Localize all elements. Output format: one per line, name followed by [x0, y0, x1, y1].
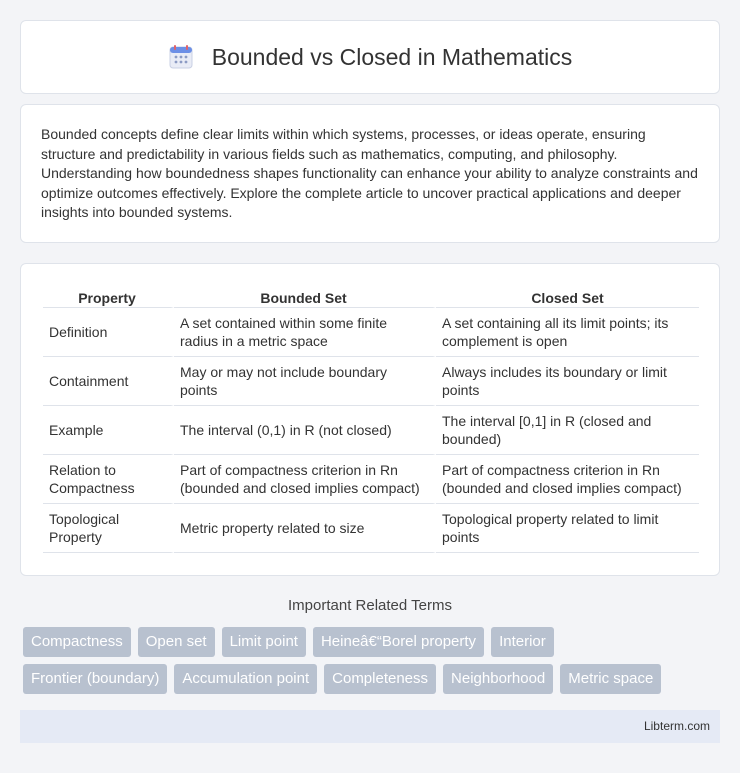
row-bounded: A set contained within some finite radius in a metric space [174, 308, 436, 357]
row-closed: Topological property related to limit points [436, 504, 699, 553]
comparison-table [43, 286, 699, 553]
row-property: Topological Property [43, 504, 174, 553]
table-header-row [43, 286, 699, 308]
footer [20, 710, 720, 743]
footer-site-link[interactable]: Libterm.com [643, 719, 710, 733]
title-wrap [168, 44, 573, 71]
tag-compactness[interactable]: Compactness [23, 627, 131, 657]
row-property: Relation to Compactness [43, 455, 174, 504]
related-terms-title: Important Related Terms [288, 597, 452, 614]
calendar-icon [168, 44, 194, 70]
header-closed-set: Closed Set [436, 286, 699, 308]
row-property: Containment [43, 357, 174, 406]
row-property: Definition [43, 308, 174, 357]
tag-frontier-boundary[interactable]: Frontier (boundary) [23, 664, 167, 694]
table-row [43, 406, 699, 455]
comparison-table-card [20, 263, 720, 576]
row-bounded: May or may not include boundary points [174, 357, 436, 406]
tag-row-1 [23, 627, 723, 657]
row-closed: Always includes its boundary or limit points [436, 357, 699, 406]
table-row [43, 357, 699, 406]
tag-row-2 [23, 664, 723, 694]
tag-neighborhood[interactable]: Neighborhood [443, 664, 553, 694]
tag-interior[interactable]: Interior [491, 627, 554, 657]
page-title: Bounded vs Closed in Mathematics [211, 43, 573, 70]
row-bounded: Part of compactness criterion in Rn (bounded and closed implies compact) [174, 455, 436, 504]
row-property: Example [43, 406, 174, 455]
header-bounded-set: Bounded Set [174, 286, 436, 308]
row-bounded: The interval (0,1) in R (not closed) [174, 406, 436, 455]
table-row [43, 308, 699, 357]
tag-metric-space[interactable]: Metric space [560, 664, 661, 694]
row-closed: A set containing all its limit points; its complement is open [436, 308, 699, 357]
intro-card [20, 104, 720, 243]
tag-limit-point[interactable]: Limit point [222, 627, 306, 657]
tag-open-set[interactable]: Open set [138, 627, 215, 657]
row-closed: The interval [0,1] in R (closed and bounded) [436, 406, 699, 455]
row-bounded: Metric property related to size [174, 504, 436, 553]
tag-accumulation-point[interactable]: Accumulation point [174, 664, 317, 694]
header-card [20, 20, 720, 94]
table-row [43, 504, 699, 553]
related-terms-tags [23, 627, 723, 701]
tag-completeness[interactable]: Completeness [324, 664, 436, 694]
intro-text: Bounded concepts define clear limits within which systems, processes, or ideas operate, ensuring structure and predictability in various fields such as mathematics, computing, and philosophy. Understanding how boundedness shapes functionality can enhance your ability to analyze constraints and optimize outcomes effectively. Explore the complete article to uncover practical applications and deeper insights into bounded systems. [41, 126, 698, 221]
tag-heine-borel-property[interactable]: Heineâ€“Borel property [313, 627, 484, 657]
table-row [43, 455, 699, 504]
row-closed: Part of compactness criterion in Rn (bounded and closed implies compact) [436, 455, 699, 504]
header-property: Property [43, 286, 174, 308]
